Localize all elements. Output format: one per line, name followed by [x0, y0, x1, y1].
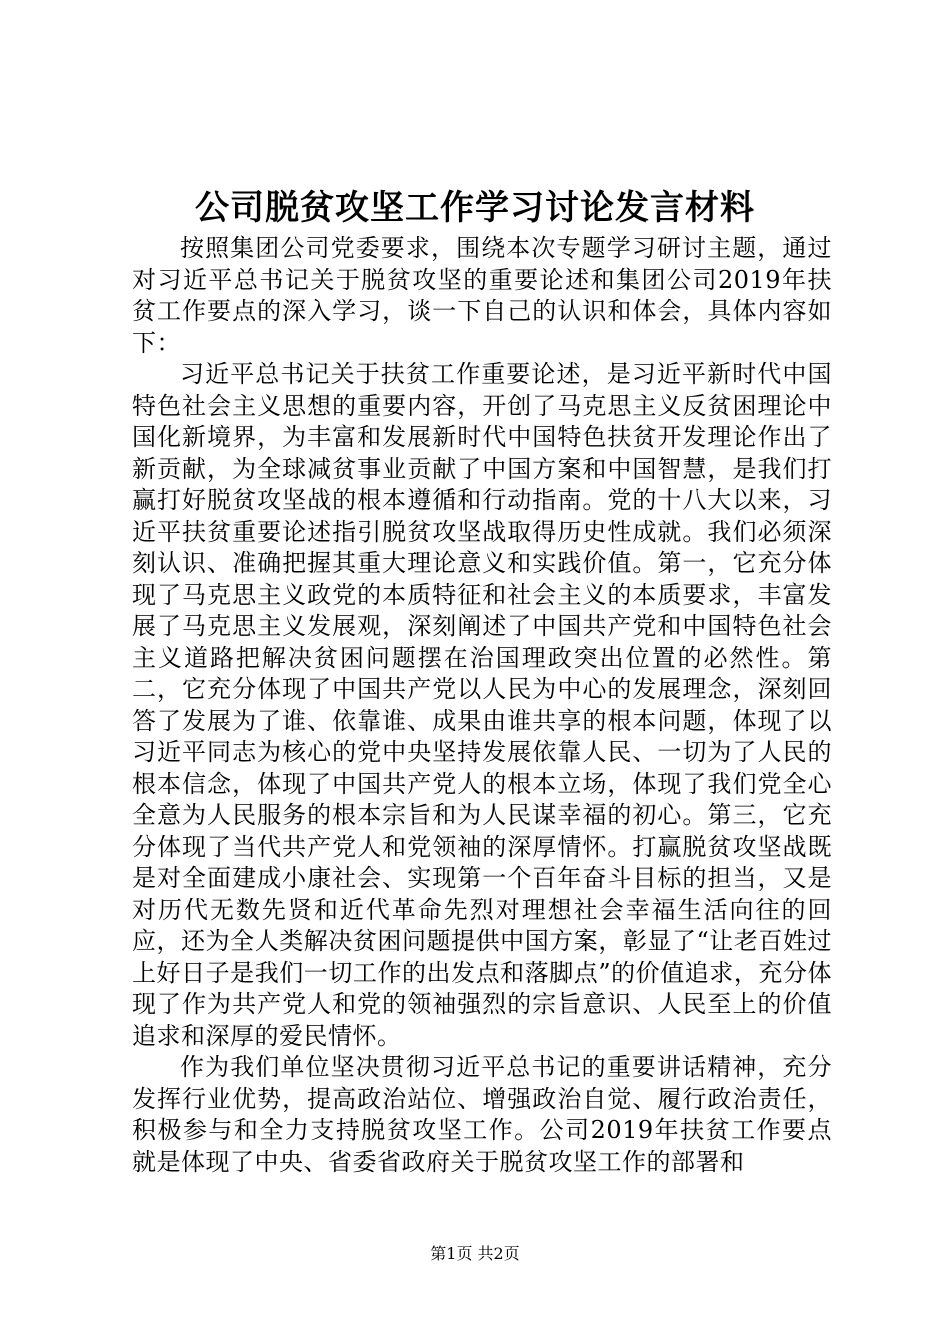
- paragraph-intro: 按照集团公司党委要求，围绕本次专题学习研讨主题，通过对习近平总书记关于脱贫攻坚的重要论述和集团公司2019年扶贫工作要点的深入学习，谈一下自己的认识和体会，具体内容如下：: [132, 234, 832, 357]
- document-title: 公司脱贫攻坚工作学习讨论发言材料: [195, 188, 755, 228]
- page-number: 第1页 共2页: [430, 1244, 520, 1263]
- document-body: [132, 233, 832, 1178]
- paragraph-practice: 作为我们单位坚决贯彻习近平总书记的重要讲话精神，充分发挥行业优势，提高政治站位、增强政治自觉、履行政治责任，积极参与和全力支持脱贫攻坚工作。公司2019年扶贫工作要点就是体现了中央、省委省政府关于脱贫攻坚工作的部署和: [132, 1053, 832, 1176]
- paragraph-theory: 习近平总书记关于扶贫工作重要论述，是习近平新时代中国特色社会主义思想的重要内容，开创了马克思主义反贫困理论中国化新境界，为丰富和发展新时代中国特色扶贫开发理论作出了新贡献，为全球减贫事业贡献了中国方案和中国智慧，是我们打赢打好脱贫攻坚战的根本遵循和行动指南。党的十八大以来，习近平扶贫重要论述指引脱贫攻坚战取得历史性成就。我们必须深刻认识、准确把握其重大理论意义和实践价值。第一，它充分体现了马克思主义政党的本质特征和社会主义的本质要求，丰富发展了马克思主义发展观，深刻阐述了中国共产党和中国特色社会主义道路把解决贫困问题摆在治国理政突出位置的必然性。第二，它充分体现了中国共产党以人民为中心的发展理念，深刻回答了发展为了谁、依靠谁、成果由谁共享的根本问题，体现了以习近平同志为核心的党中央坚持发展依靠人民、一切为了人民的根本信念，体现了中国共产党人的根本立场，体现了我们党全心全意为人民服务的根本宗旨和为人民谋幸福的初心。第三，它充分体现了当代共产党人和党领袖的深厚情怀。打赢脱贫攻坚战既是对全面建成小康社会、实现第一个百年奋斗目标的担当，又是对历代无数先贤和近代革命先烈对理想社会幸福生活向往的回应，还为全人类解决贫困问题提供中国方案，彰显了“让老百姓过上好日子是我们一切工作的出发点和落脚点”的价值追求，充分体现了作为共产党人和党的领袖强烈的宗旨意识、人民至上的价值追求和深厚的爱民情怀。: [132, 360, 832, 1050]
